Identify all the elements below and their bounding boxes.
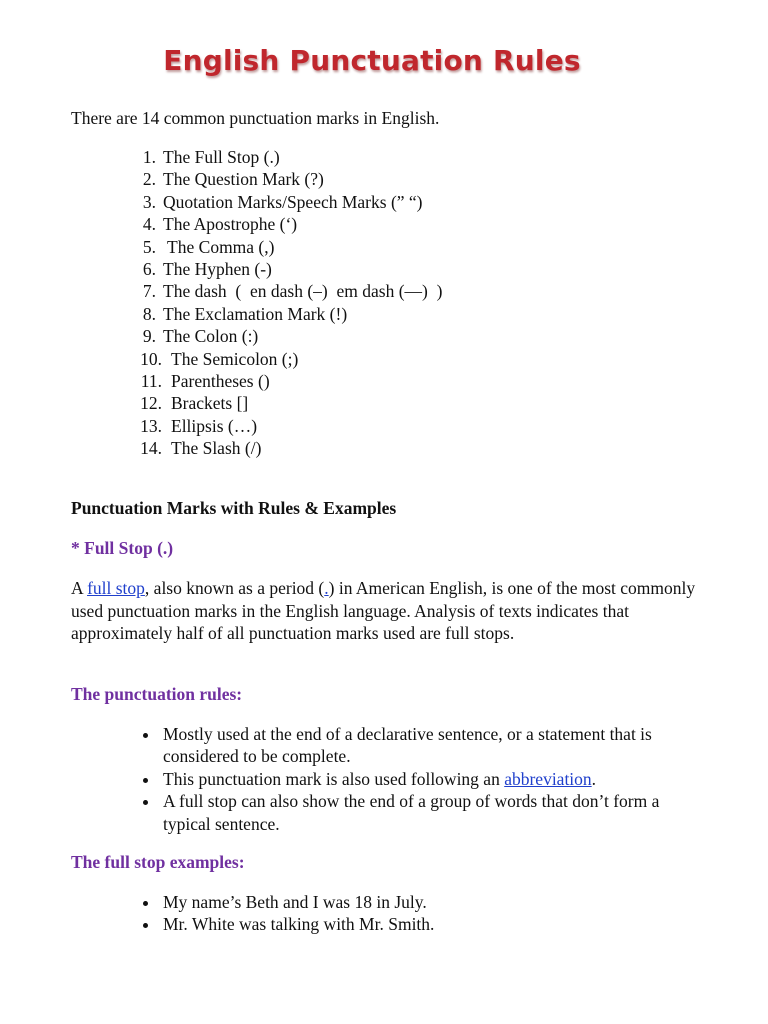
- list-number: 4.: [142, 214, 156, 235]
- full-stop-link[interactable]: full stop: [87, 578, 145, 598]
- list-item: [0, 258, 442, 280]
- paragraph-text: A: [71, 578, 88, 598]
- list-item-text: The Colon (:): [163, 326, 259, 347]
- list-item-text: The Slash (/): [171, 438, 262, 459]
- rule-text: Mostly used at the end of a declarative sentence, or a statement that is considered to be complete.: [163, 724, 652, 767]
- examples-heading: The full stop examples:: [71, 852, 245, 872]
- list-item: [0, 891, 703, 913]
- list-number: 2.: [142, 169, 156, 190]
- example-text: My name’s Beth and I was 18 in July.: [163, 892, 427, 912]
- list-number: 7.: [142, 281, 156, 302]
- list-item: [0, 415, 442, 437]
- list-item: [0, 213, 442, 235]
- list-item: [0, 913, 703, 935]
- list-item-text: Ellipsis (…): [171, 415, 258, 436]
- period-link[interactable]: .: [324, 578, 329, 598]
- list-item: [0, 392, 442, 414]
- list-item-text: The Semicolon (;): [171, 348, 299, 369]
- list-item-text: The dash ( en dash (–) em dash (—) ): [163, 281, 443, 302]
- list-item: [0, 168, 442, 190]
- paragraph-text: , also known as a period (: [144, 578, 325, 598]
- list-item: [0, 303, 442, 325]
- page-title: English Punctuation Rules: [163, 44, 581, 77]
- list-item-text: The Question Mark (?): [163, 169, 324, 190]
- list-number: 8.: [142, 303, 156, 324]
- list-number: 14.: [140, 438, 162, 459]
- example-text: Mr. White was talking with Mr. Smith.: [163, 914, 435, 935]
- rule-text: This punctuation mark is also used following an: [163, 768, 505, 789]
- rules-heading: The punctuation rules:: [71, 684, 243, 704]
- list-item: [0, 236, 442, 258]
- list-item-text: Quotation Marks/Speech Marks (” “): [163, 191, 423, 212]
- list-number: 1.: [142, 147, 156, 167]
- list-item: [0, 768, 703, 790]
- list-item: [0, 325, 442, 347]
- list-item-text: The Exclamation Mark (!): [163, 303, 348, 324]
- list-item-text: Parentheses (): [171, 371, 270, 392]
- list-item: [0, 370, 442, 392]
- rules-list: [0, 723, 703, 835]
- list-item: [0, 723, 703, 768]
- list-item: [0, 348, 442, 370]
- abbreviation-link[interactable]: abbreviation: [504, 768, 592, 789]
- rule-text: .: [591, 768, 597, 789]
- list-item: [0, 437, 442, 459]
- list-item: [0, 280, 442, 302]
- list-number: 11.: [140, 371, 162, 392]
- list-number: 13.: [140, 415, 162, 436]
- list-item-text: The Full Stop (.): [163, 147, 280, 167]
- intro-text: There are 14 common punctuation marks in English.: [71, 108, 440, 128]
- punctuation-marks-list: [0, 146, 442, 460]
- list-number: 10.: [140, 348, 162, 369]
- list-item-text: The Comma (,): [163, 236, 275, 257]
- list-item: [0, 191, 442, 213]
- rule-text: A full stop can also show the end of a group of words that don’t form a typical sentence.: [163, 791, 660, 834]
- list-item-text: The Hyphen (-): [163, 259, 272, 280]
- list-number: 6.: [142, 259, 156, 280]
- list-item: [0, 146, 442, 168]
- list-item-text: Brackets []: [171, 393, 249, 414]
- examples-list: [0, 891, 703, 936]
- full-stop-heading: * Full Stop (.): [71, 538, 174, 558]
- list-number: 3.: [142, 191, 156, 212]
- list-number: 12.: [140, 393, 162, 414]
- list-item: [0, 790, 703, 835]
- full-stop-paragraph: [71, 577, 711, 645]
- list-number: 9.: [142, 326, 156, 347]
- section-heading: Punctuation Marks with Rules & Examples: [71, 498, 397, 518]
- list-item-text: The Apostrophe (‘): [163, 214, 298, 235]
- paragraph-text: ) in American English, is one of the most commonly used punctuation marks in the English language. Analysis of texts indicates that approximately half of all punctuation marks used are full stops.: [71, 578, 696, 644]
- list-number: 5.: [142, 236, 156, 257]
